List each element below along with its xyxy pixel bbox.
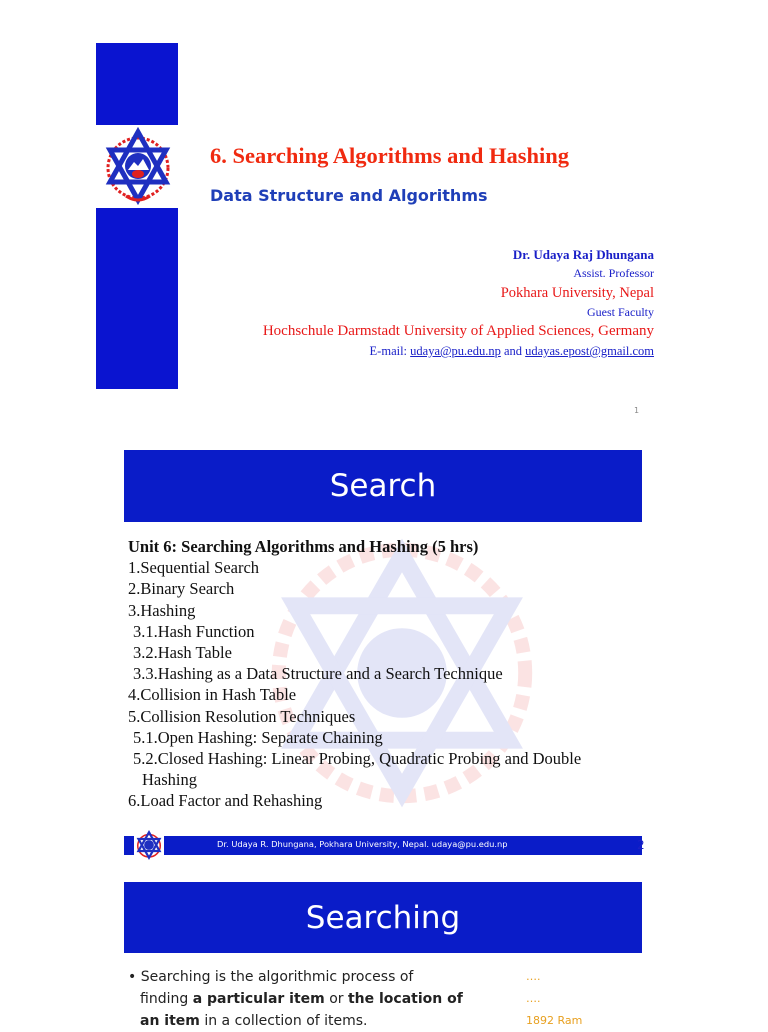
unit-contents-list (128, 536, 648, 812)
slide2-footer-text: Dr. Udaya R. Dhungana, Pokhara University, Nepal. udaya@pu.edu.np (217, 839, 508, 849)
list-item: 3.Hashing (128, 600, 196, 620)
footer-logo-icon (134, 829, 164, 861)
email-conjunction: and (500, 344, 526, 358)
slide2-page-number: 2 (637, 838, 645, 852)
text-run: in a collection of items. (199, 1013, 368, 1029)
side-annotation: 1892 Ram (526, 1014, 583, 1027)
presentation-subtitle: Data Structure and Algorithms (210, 186, 488, 205)
slide1-page-number: 1 (634, 406, 640, 415)
list-item: 3.1.Hash Function (133, 621, 255, 641)
slide3-body-text (128, 966, 468, 1032)
list-item: 6.Load Factor and Rehashing (128, 791, 323, 811)
email-link-secondary[interactable]: udayas.epost@gmail.com (525, 344, 654, 358)
slide1-blue-bar-top (96, 43, 178, 125)
author-role-primary: Assist. Professor (573, 266, 654, 280)
presentation-title: 6. Searching Algorithms and Hashing (210, 143, 570, 168)
list-item: 3.3.Hashing as a Data Structure and a Search Technique (133, 664, 503, 684)
slide1-blue-bar-bottom (96, 208, 178, 389)
list-item: 4.Collision in Hash Table (128, 685, 297, 705)
body-line: • Searching is the algorithmic process of (128, 969, 414, 985)
list-item: 5.Collision Resolution Techniques (128, 706, 356, 726)
university-logo-icon (98, 124, 178, 208)
emphasis-text: the location of (347, 991, 463, 1007)
author-institution-primary: Pokhara University, Nepal (500, 285, 654, 301)
list-item-continuation: Hashing (142, 770, 197, 790)
slide2-title: Search (329, 468, 437, 504)
text-run: finding (140, 991, 193, 1007)
emphasis-text: an item (140, 1013, 200, 1029)
email-link-primary[interactable]: udaya@pu.edu.np (410, 344, 501, 358)
slide3-title: Searching (305, 899, 461, 936)
slide3-title-banner (124, 882, 642, 953)
list-item: 1.Sequential Search (128, 558, 260, 578)
author-role-secondary: Guest Faculty (587, 305, 654, 319)
emphasis-text: a particular item (192, 991, 325, 1007)
body-line (128, 988, 468, 1010)
list-item: 3.2.Hash Table (133, 643, 232, 663)
author-institution-secondary: Hochschule Darmstadt University of Applied Sciences, Germany (262, 323, 654, 339)
side-annotation: …. (526, 992, 541, 1005)
text-run: or (324, 991, 348, 1007)
list-item: 2.Binary Search (128, 579, 235, 599)
slide2-title-banner (124, 450, 642, 522)
author-name: Dr. Udaya Raj Dhungana (512, 247, 654, 262)
list-item: 5.1.Open Hashing: Separate Chaining (133, 727, 383, 747)
email-prefix: E-mail: (369, 344, 411, 358)
list-item: 5.2.Closed Hashing: Linear Probing, Quadratic Probing and Double (133, 749, 582, 769)
unit-heading: Unit 6: Searching Algorithms and Hashing (5 hrs) (128, 537, 479, 556)
author-email-line (370, 344, 654, 359)
body-line (128, 1010, 468, 1032)
side-annotation: …. (526, 970, 541, 983)
